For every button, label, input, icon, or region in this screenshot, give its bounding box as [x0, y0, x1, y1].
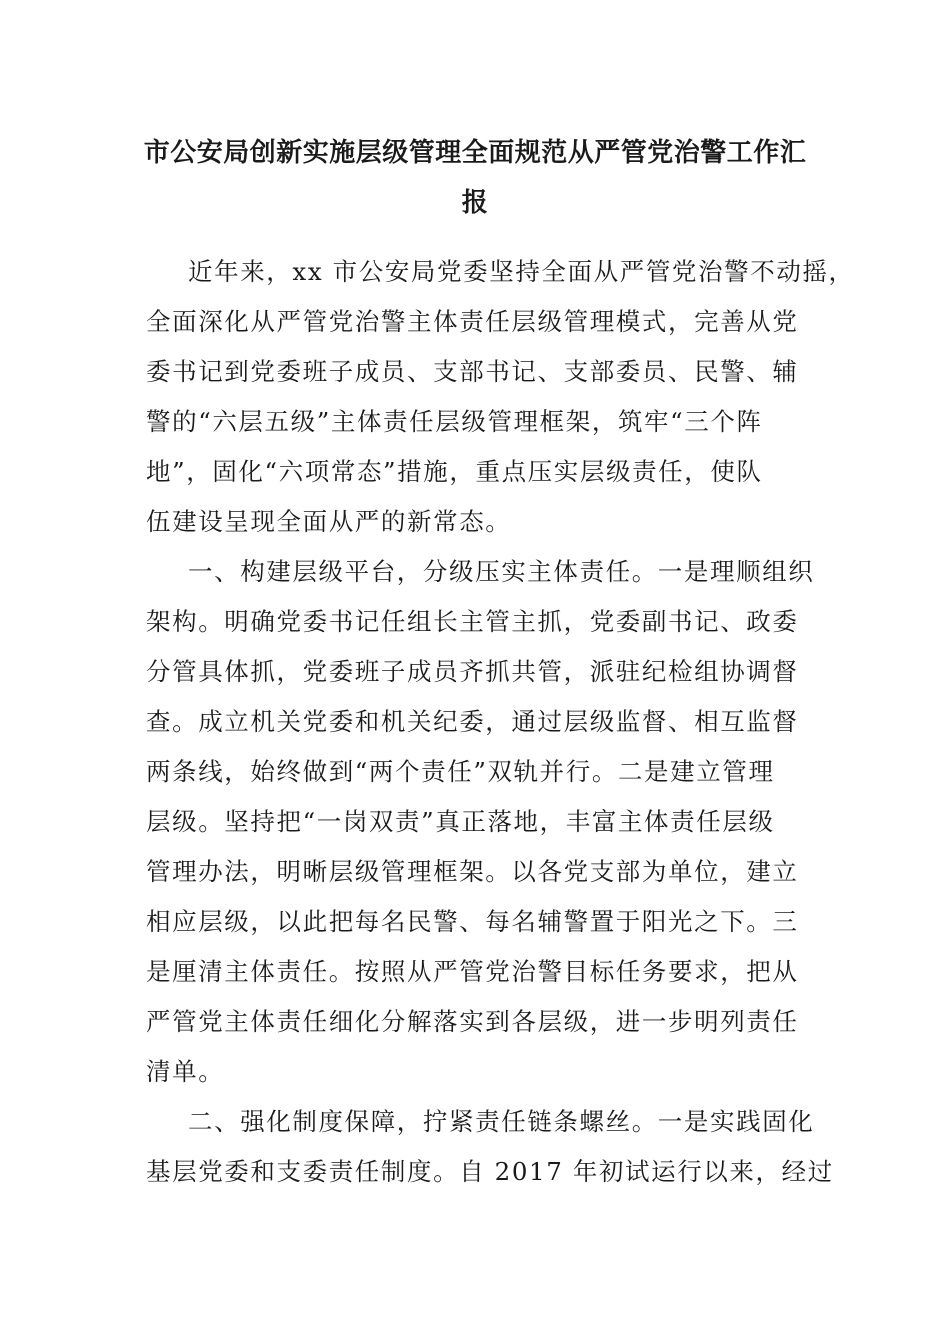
- paragraph-2-line: 查。成立机关党委和机关纪委，通过层级监督、相互监督: [146, 707, 799, 736]
- paragraph-2-line: 一、构建层级平台，分级压实主体责任。一是理顺组织: [188, 557, 815, 586]
- paragraph-2-line: 相应层级，以此把每名民警、每名辅警置于阳光之下。三: [146, 907, 799, 936]
- paragraph-3-line: 基层党委和支委责任制度。自 2017 年初试运行以来，经过: [146, 1157, 834, 1186]
- paragraph-2-line: 清单。: [146, 1057, 225, 1086]
- paragraph-1-line: 地”，固化“六项常态”措施，重点压实层级责任，使队: [146, 457, 763, 486]
- paragraph-1-line: 全面深化从严管党治警主体责任层级管理模式，完善从党: [146, 307, 799, 336]
- paragraph-2-line: 是厘清主体责任。按照从严管党治警目标任务要求，把从: [146, 957, 799, 986]
- paragraph-2-line: 严管党主体责任细化分解落实到各层级，进一步明列责任: [146, 1007, 799, 1036]
- document-title: [140, 128, 810, 228]
- title-line: 市公安局创新实施层级管理全面规范从严管党治警工作汇: [143, 138, 807, 168]
- paragraph-2-line: 层级。坚持把“一岗双责”真正落地，丰富主体责任层级: [146, 807, 775, 836]
- paragraph-1-line: 伍建设呈现全面从严的新常态。: [146, 507, 512, 536]
- paragraph-2-line: 两条线，始终做到“两个责任”双轨并行。二是建立管理: [146, 757, 775, 786]
- paragraph-2-line: 分管具体抓，党委班子成员齐抓共管，派驻纪检组协调督: [146, 657, 799, 686]
- paragraph-1-line: 警的“六层五级”主体责任层级管理框架，筑牢“三个阵: [146, 407, 763, 436]
- paragraph-1-line: 委书记到党委班子成员、支部书记、支部委员、民警、辅: [146, 357, 799, 386]
- paragraph-1-line: 近年来，xx 市公安局党委坚持全面从严管党治警不动摇，: [188, 257, 855, 286]
- paragraph-3-line: 二、强化制度保障，拧紧责任链条螺丝。一是实践固化: [188, 1107, 815, 1136]
- paragraph-2-line: 管理办法，明晰层级管理框架。以各党支部为单位，建立: [146, 857, 799, 886]
- title-line: 报: [461, 188, 489, 218]
- paragraph-2-line: 架构。明确党委书记任组长主管主抓，党委副书记、政委: [146, 607, 799, 636]
